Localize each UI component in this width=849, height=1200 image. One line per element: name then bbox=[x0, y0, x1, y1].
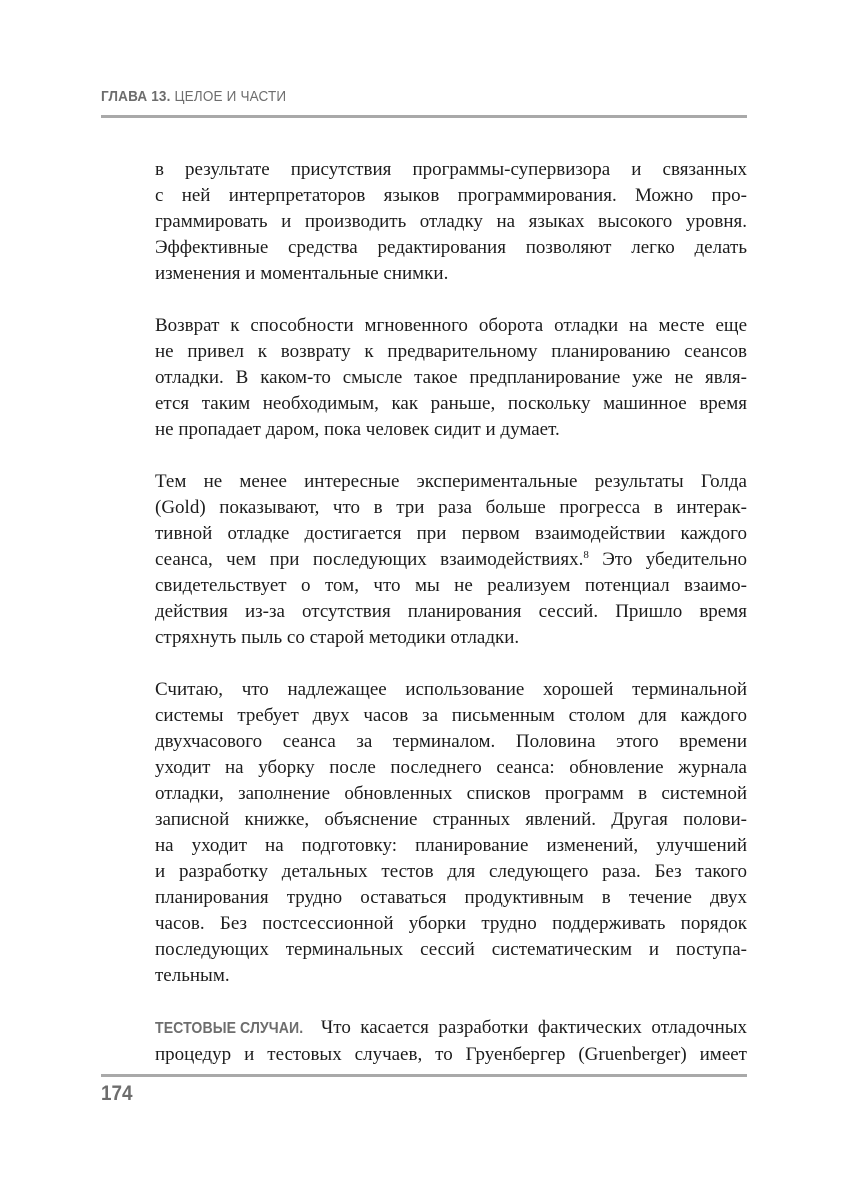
text-line: в результате присутствия программы-супервизора и связанных bbox=[155, 159, 747, 180]
text-line: Возврат к способности мгновенного оборота отладки на месте еще bbox=[155, 315, 747, 336]
body-text bbox=[155, 157, 747, 1094]
text-line: отладки. В каком-то смысле такое предпланирование уже не явля- bbox=[155, 367, 747, 388]
text-line-with-footnote bbox=[155, 547, 747, 573]
text-line: процедур и тестовых случаев, то Груенбергер (Gruenberger) имеет bbox=[155, 1044, 747, 1065]
text-line: не привел к возврату к предварительному планированию сеансов bbox=[155, 341, 747, 362]
text-segment: Что касается разработки фактических отладочных bbox=[311, 1017, 747, 1038]
text-line: тивной отладке достигается при первом взаимодействии каждого bbox=[155, 523, 747, 544]
chapter-label: ГЛАВА 13. bbox=[101, 88, 171, 105]
text-line: системы требует двух часов за письменным столом для каждого bbox=[155, 705, 747, 726]
text-line: действия из-за отсутствия планирования сессий. Пришло время bbox=[155, 601, 747, 622]
text-line: на уходит на подготовку: планирование изменений, улучшений bbox=[155, 835, 747, 856]
paragraph-3 bbox=[155, 469, 747, 651]
chapter-title: ЦЕЛОЕ И ЧАСТИ bbox=[174, 88, 287, 105]
text-line: уходит на уборку после последнего сеанса: обновление журнала bbox=[155, 757, 747, 778]
text-line: и разработку детальных тестов для следующего раза. Без такого bbox=[155, 861, 747, 882]
footer-rule bbox=[101, 1074, 747, 1077]
text-segment: сеанса, чем при последующих взаимодействиях. bbox=[155, 549, 584, 570]
text-line: (Gold) показывают, что в три раза больше прогресса в интерак- bbox=[155, 497, 747, 518]
running-head bbox=[101, 88, 286, 105]
text-line-with-runin bbox=[155, 1015, 747, 1042]
section-runin-heading: ТЕСТОВЫЕ СЛУЧАИ. bbox=[155, 1020, 304, 1037]
text-line: ется таким необходимым, как раньше, поскольку машинное время bbox=[155, 393, 747, 414]
paragraph-4 bbox=[155, 677, 747, 989]
text-line: двухчасового сеанса за терминалом. Половина этого времени bbox=[155, 731, 747, 752]
text-line: планирования трудно оставаться продуктивным в течение двух bbox=[155, 887, 747, 908]
footnote-marker[interactable]: 8 bbox=[583, 549, 589, 561]
paragraph-2 bbox=[155, 313, 747, 443]
text-line: Эффективные средства редактирования позволяют легко делать bbox=[155, 237, 747, 258]
text-line: последующих терминальных сессий систематическим и поступа- bbox=[155, 939, 747, 960]
text-segment: Это убедительно bbox=[588, 549, 747, 570]
text-line: тельным. bbox=[155, 965, 230, 986]
paragraph-1 bbox=[155, 157, 747, 287]
paragraph-5 bbox=[155, 1015, 747, 1068]
text-line: стряхнуть пыль со старой методики отладки. bbox=[155, 627, 520, 648]
text-line: записной книжке, объяснение странных явлений. Другая полови- bbox=[155, 809, 747, 830]
text-line: часов. Без постсессионной уборки трудно поддерживать порядок bbox=[155, 913, 747, 934]
header-rule bbox=[101, 115, 747, 118]
text-line: изменения и моментальные снимки. bbox=[155, 263, 449, 284]
text-line: Считаю, что надлежащее использование хорошей терминальной bbox=[155, 679, 747, 700]
text-line: с ней интерпретаторов языков программирования. Можно про- bbox=[155, 185, 747, 206]
text-line: свидетельствует о том, что мы не реализуем потенциал взаимо- bbox=[155, 575, 747, 596]
text-line: Тем не менее интересные экспериментальные результаты Голда bbox=[155, 471, 747, 492]
page-number: 174 bbox=[101, 1082, 133, 1105]
text-line: не пропадает даром, пока человек сидит и думает. bbox=[155, 419, 560, 440]
text-line: отладки, заполнение обновленных списков программ в системной bbox=[155, 783, 747, 804]
text-line: граммировать и производить отладку на языках высокого уровня. bbox=[155, 211, 747, 232]
